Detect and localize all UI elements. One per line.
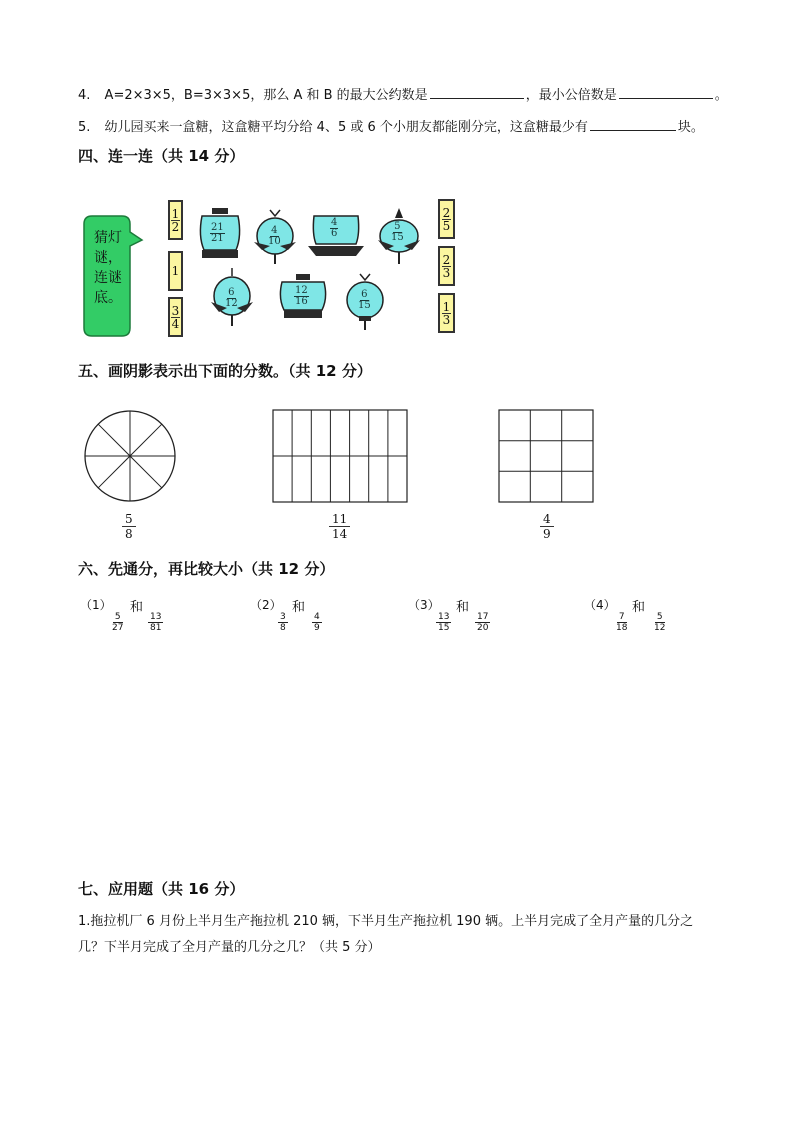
lantern-fraction	[391, 222, 404, 243]
answer-card-one-third[interactable]	[438, 293, 455, 333]
word-problem-line-2: 几？下半月完成了全月产量的几分之几？（共 5 分）	[78, 940, 381, 955]
fraction-denominator: 8	[125, 527, 133, 541]
fraction-numerator: 11	[329, 512, 350, 527]
fraction-five-eighths	[122, 512, 136, 541]
lantern-fraction	[330, 218, 338, 239]
lantern-numerator: 5	[394, 221, 401, 232]
bubble-text: 猜灯谜，连谜底。	[94, 230, 122, 306]
card-numerator: 1	[442, 299, 451, 314]
item-label: （2）	[250, 598, 282, 612]
card-denominator: 5	[442, 218, 451, 233]
card-numerator: 2	[442, 252, 451, 267]
compare-item-2	[250, 596, 350, 640]
answer-card-one[interactable]	[168, 251, 183, 291]
section-6-title: 六、先通分，再比较大小（共 12 分）	[78, 560, 335, 578]
lantern-numerator: 6	[361, 289, 368, 300]
lantern-denominator: 10	[268, 236, 281, 247]
lantern-fraction	[294, 286, 309, 307]
and-word: 和	[632, 600, 646, 615]
compare-item-3	[408, 596, 508, 640]
lantern-numerator: 6	[228, 287, 235, 298]
fraction-b: $\frac{5}{12}$	[654, 612, 666, 633]
question-4	[78, 84, 728, 103]
answer-blank-lcm[interactable]	[619, 86, 713, 99]
fraction-numerator: 5	[122, 512, 136, 527]
lantern-numerator: 4	[271, 225, 278, 236]
answer-card-three-quarters[interactable]	[168, 297, 183, 337]
answer-card-two-thirds[interactable]	[438, 246, 455, 286]
fraction-numerator: 4	[540, 512, 554, 527]
card-denominator: 3	[442, 312, 451, 327]
lantern-numerator: 12	[295, 285, 308, 296]
and-word: 和	[456, 600, 470, 615]
question-4-number: 4.	[78, 88, 91, 103]
fraction-a: $\frac{13}{15}$	[438, 612, 450, 633]
lantern-denominator: 21	[211, 233, 224, 244]
card-whole: 1	[171, 264, 180, 278]
question-5-number: 5.	[78, 120, 91, 135]
lantern-numerator: 4	[331, 217, 338, 228]
lantern-fraction	[358, 290, 371, 311]
answer-blank-gcd[interactable]	[430, 86, 524, 99]
answer-card-one-half[interactable]	[168, 200, 183, 240]
card-numerator: 1	[171, 206, 180, 221]
question-5-text-b: 块。	[677, 120, 704, 135]
fraction-a: $\frac{5}{27}$	[112, 612, 124, 633]
lantern-numerator: 21	[211, 222, 224, 233]
lantern-denominator: 12	[225, 298, 238, 309]
word-problem-1	[78, 909, 738, 961]
circle-eighths[interactable]	[82, 408, 178, 504]
card-numerator: 2	[442, 205, 451, 220]
fraction-denominator: 14	[332, 527, 348, 541]
question-4-text-a: A=2×3×5，B=3×3×5，那么 A 和 B 的最大公约数是	[104, 88, 428, 103]
lantern-denominator: 16	[295, 296, 308, 307]
square-grid-ninths[interactable]	[498, 409, 594, 503]
fraction-denominator: 9	[543, 527, 551, 541]
lantern-fraction	[210, 223, 225, 244]
answer-blank-candy[interactable]	[590, 118, 676, 131]
lantern-denominator: 15	[358, 300, 371, 311]
fraction-b: $\frac{17}{20}$	[477, 612, 489, 633]
answer-card-two-fifths[interactable]	[438, 199, 455, 239]
fraction-a: $\frac{3}{8}$	[280, 612, 286, 633]
lantern-fraction	[268, 226, 281, 247]
card-denominator: 2	[171, 219, 180, 234]
word-problem-line-1: 1.拖拉机厂 6 月份上半月生产拖拉机 210 辆，下半月生产拖拉机 190 辆。上半月完成了全月产量的几分之	[78, 914, 694, 929]
question-5-text-a: 幼儿园买来一盒糖，这盒糖平均分给 4、5 或 6 个小朋友都能刚分完，这盒糖最少有	[104, 120, 588, 135]
question-5	[78, 116, 704, 135]
fraction-b: $\frac{13}{81}$	[150, 612, 162, 633]
card-denominator: 4	[171, 316, 180, 331]
rectangle-grid-fourteenths[interactable]	[272, 409, 408, 503]
and-word: 和	[292, 600, 306, 615]
fraction-four-ninths	[540, 512, 554, 541]
lantern-denominator: 15	[391, 232, 404, 243]
item-label: （1）	[80, 598, 112, 612]
compare-item-4	[584, 596, 684, 640]
and-word: 和	[130, 600, 144, 615]
card-numerator: 3	[171, 303, 180, 318]
lantern-denominator: 6	[331, 228, 338, 239]
card-denominator: 3	[442, 265, 451, 280]
section-4-title: 四、连一连（共 14 分）	[78, 147, 245, 165]
fraction-a: $\frac{7}{18}$	[616, 612, 628, 633]
compare-item-1	[80, 596, 180, 640]
section-5-title: 五、画阴影表示出下面的分数。（共 12 分）	[78, 362, 372, 380]
section-7-title: 七、应用题（共 16 分）	[78, 880, 245, 898]
lantern-fraction	[225, 288, 238, 309]
question-4-text-c: 。	[714, 88, 728, 103]
item-label: （3）	[408, 598, 440, 612]
question-4-text-b: ，最小公倍数是	[525, 88, 617, 103]
item-label: （4）	[584, 598, 616, 612]
fraction-eleven-fourteenths	[329, 512, 350, 541]
fraction-b: $\frac{4}{9}$	[314, 612, 320, 633]
